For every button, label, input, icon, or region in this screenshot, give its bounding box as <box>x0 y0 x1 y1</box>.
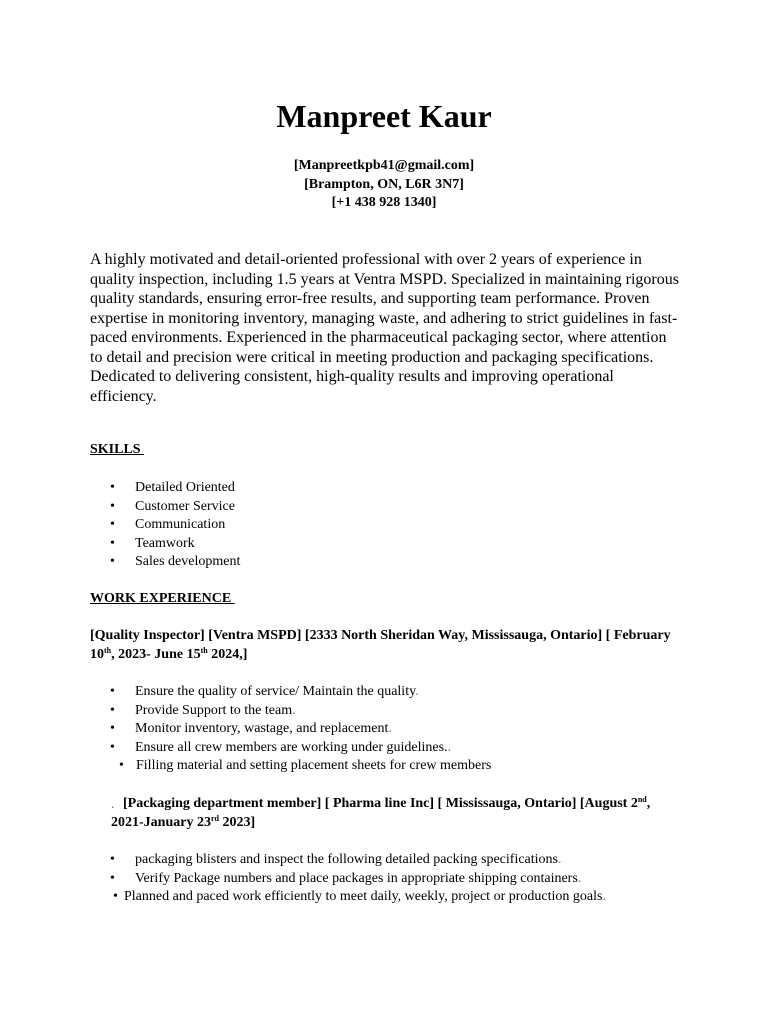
bullet-icon: • <box>110 535 115 551</box>
contact-phone: [+1 438 928 1340] <box>331 195 437 210</box>
bullet-icon: • <box>119 758 124 774</box>
contact-email: [Manpreetkpb41@gmail.com] <box>293 158 475 173</box>
bullet-icon: • <box>110 684 115 699</box>
stray-period: . <box>111 797 115 812</box>
bullet-icon: • <box>110 517 115 533</box>
bullet-icon: • <box>110 498 115 514</box>
contact-block <box>0 157 768 213</box>
bullet-icon: • <box>110 554 115 570</box>
job-title-packaging-member: [Packaging department member] [ Pharma line Inc] [ Mississauga, Ontario] [August 2nd, 2021-January 23rd 2023] <box>111 795 651 830</box>
bullet-icon: • <box>110 702 115 718</box>
bullet-icon: • <box>110 852 115 867</box>
bullet-icon: • <box>110 480 115 495</box>
resume-page: Manpreet Kaur [Manpreetkpb41@gmail.com] [Brampton, ON, L6R 3N7] [+1 438 928 1340] A highly motivated and detail-oriented professional with over 2 years of experience in quality inspection, including 1.5 years at Ventra MSPD. Specialized in maintaining rigorous quality standards, ensuring error-free results, and supporting team performance. Proven expertise in monitoring inventory, managing waste, and adhering to strict guidelines in fast-paced environments. Experienced in the pharmaceutical packaging sector, where attention to detail and precision were critical in meeting production and packaging specifications. Dedicated to delivering consistent, high-quality results and improving operational efficiency. SKILLS • Detailed Oriented • Customer Service • Communication • Teamwork • Sales development WORK EXPERIENCE [Quality Inspector] [Ventra MSPD] [2333 North Sheridan Way, Mississauga, Ontario] [ February 10th, 2023- June 15th 2024,] • Ensure the quality of service/ Maintain the quality. • Provide Support to the team. • Monitor inventory, wastage, and replacement. • Ensure all crew members are working under guidelines.. • Filling material and setting placement sheets for crew members . [Packaging department member] [ Pharma line Inc] [ Mississauga, Ontario] [August 2nd, 2021-January 23rd 2023] • packaging blisters and inspect the following detailed packing specifications. • Verify Package numbers and place packages in appropriate shipping containers. • Planned and paced work efficiently to meet daily, weekly, project or production goals. <box>0 0 768 1024</box>
candidate-name: Manpreet Kaur <box>276 98 492 134</box>
work-experience-heading: WORK EXPERIENCE <box>90 591 235 606</box>
bullet-icon: • <box>113 889 118 905</box>
bullet-icon: • <box>110 870 115 886</box>
contact-address: [Brampton, ON, L6R 3N7] <box>304 176 464 192</box>
bullet-icon: • <box>110 739 115 755</box>
skills-heading: SKILLS <box>90 442 145 457</box>
bullet-icon: • <box>110 721 115 737</box>
job-title-quality-inspector: [Quality Inspector] [Ventra MSPD] [2333 North Sheridan Way, Mississauga, Ontario] [ February 10th, 2023- June 15th 2024,] <box>90 628 671 662</box>
professional-summary: A highly motivated and detail-oriented professional with over 2 years of experience in quality inspection, including 1.5 years at Ventra MSPD. Specialized in maintaining rigorous quality standards, ensuring error-free results, and supporting team performance. Proven expertise in monitoring inventory, managing waste, and adhering to strict guidelines in fast-paced environments. Experienced in the pharmaceutical packaging sector, where attention to detail and precision were critical in meeting production and packaging specifications. Dedicated to delivering consistent, high-quality results and improving operational efficiency. <box>90 251 679 405</box>
